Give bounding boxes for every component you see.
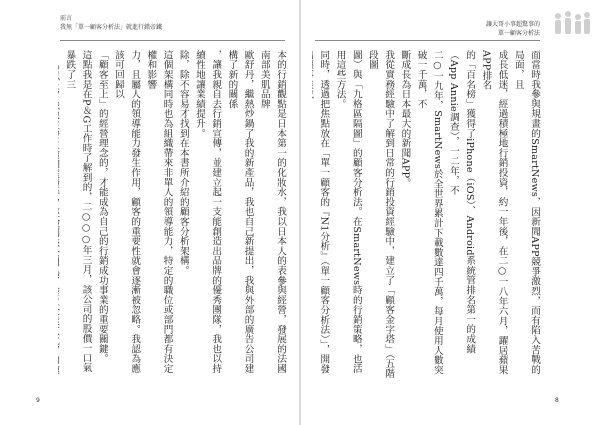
decorative-people-icon [552,10,592,40]
text-column: 本的行銷觀點是日本第一的化妝水，我以日本人的表參與經營，發展的法國南部美肌品牌 [258,50,286,374]
right-header-rule [315,40,540,41]
left-page-number: 9 [36,397,40,404]
text-column: 面當時我參與規畫的SmartNews，因新聞APP競爭激烈，而有陷入苦戰的局面，且 [512,50,540,375]
text-column: 同時，透過把焦點放在「單一顧客的『N1分析』（單一顧客分析法）」，開發 [318,50,330,374]
text-column: 二○一九年，SmartNews於全世界累計下載數達四千萬，每月使用人數突破一千萬，不 [415,50,443,375]
text-column [58,50,61,380]
left-running-header [60,14,162,32]
right-page-text [312,50,542,380]
text-column: 這個架構同時也為組織帶來非單人的領導能力，特定的職位或部門都有決定權和影響 [145,50,173,374]
right-page-body [312,50,542,380]
text-column: 「顧客至上」的經營理念的，才能成為自己的行銷成功事業的重要關鍵。 [96,50,108,364]
left-header-line2: 我無「單一顧客分析法」就進行錯帝鐵 [60,24,163,31]
left-header-line1: 前言 [60,15,73,22]
text-column: 圖）與「九格區隔圖」的顧客分析法。在SmartNews時的行銷策略，也活用這些方法。 [334,50,362,374]
text-column: 歐舒丹，繼熱炒鍋了我的新產品，我也自己新提出，我與外部的廣告公司建構了新的關係 [226,50,254,374]
left-page-body [58,50,288,380]
text-column: 我從實務經驗中了解到日常的行銷投資經驗中，建立了「顧客金字塔」（五階段圖 [366,50,395,379]
book-gutter [299,0,301,425]
text-column: ，讓我親自去行銷宣傳，並建立起一支能創造出品牌的優秀團隊，我也以持續性地讓業績提升。 [193,50,222,374]
left-page-text [58,50,288,380]
right-header-line2: 單一顧客分析法 [497,30,540,37]
text-column: 除，除不容易才找到在本書所介紹的顧客分析架構。 [177,50,189,276]
text-column: 這點我是在P＆G工作時了解到的，二○○○年三月，該公司的股價一口氣暴跌了三 [64,50,92,373]
text-column: 力，且屬人的領導能力發生作用，顧客的重要性就會逐漸被忽略。我認為應該可回歸以 [112,50,141,374]
text-column: 的「百名榜」獲得了iPhone（iOS）、Android系統管排名第一的成績（App Annie調查），一二年，不 [447,50,476,354]
right-running-header [486,20,540,38]
right-header-line1: 讓大哥小事超驚事的 [485,21,540,28]
left-header-rule [60,40,285,41]
right-page-number: 8 [555,397,559,404]
text-column: 斷成長為日本最大的新聞APP。 [399,50,411,189]
text-column: 成長低迷，經過積極地行銷投資，約一年後，在二○一八年六月，躍居蘋果APP排名 [480,50,508,375]
